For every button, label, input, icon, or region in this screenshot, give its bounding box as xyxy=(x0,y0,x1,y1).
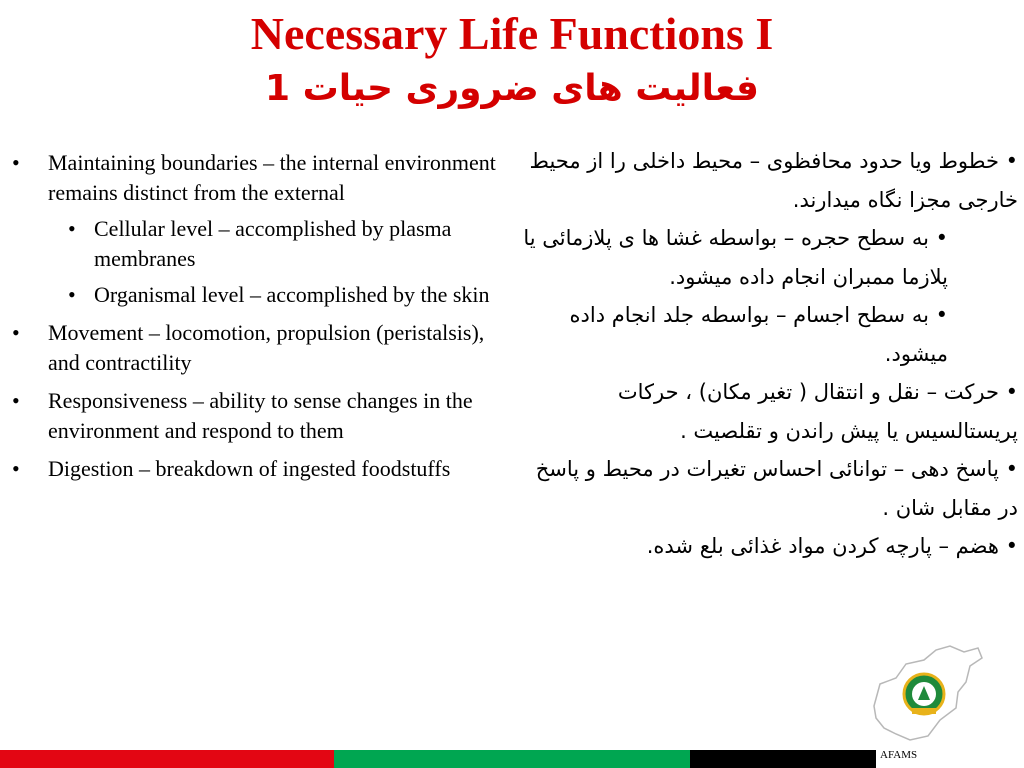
english-bullet-list xyxy=(10,148,496,492)
footer-stripe-red xyxy=(0,750,334,768)
sub-list-item xyxy=(48,280,496,310)
persian-list-item: • هضم – پارچه کردن مواد غذائی بلع شده. xyxy=(646,534,1018,558)
bullet-icon: • xyxy=(68,282,76,307)
bullet-icon: • xyxy=(12,456,20,481)
org-label: AFAMS xyxy=(880,749,918,761)
emblem-icon xyxy=(904,674,944,714)
persian-list-item: • حرکت – نقل و انتقال ( تغیر مکان) ، حرکات پریستالسیس یا پیش راندن و تقلصیت . xyxy=(617,380,1018,443)
footer-stripe-green xyxy=(334,750,690,768)
persian-sub-item: • به سطح حجره – بواسطه غشا ها ی پلازمائی یا پلازما ممبران انجام داده میشود. xyxy=(523,226,948,289)
bullet-text: Organismal level – accomplished by the skin xyxy=(94,282,490,307)
bullet-icon: • xyxy=(12,320,20,345)
persian-list-item: • خطوط ویا حدود محافظوی – محیط داخلی را از محیط خارجی مجزا نگاه میدارند. xyxy=(529,149,1018,212)
bullet-icon: • xyxy=(68,216,76,241)
sub-list-item xyxy=(48,214,496,274)
bullet-icon: • xyxy=(12,150,20,175)
bullet-text: Maintaining boundaries – the internal environment remains distinct from the external xyxy=(48,150,496,205)
footer-stripe-black xyxy=(690,750,876,768)
persian-list-item: • پاسخ دهی – توانائی احساس تغیرات در محیط و پاسخ در مقابل شان . xyxy=(535,457,1018,520)
bullet-text: Movement – locomotion, propulsion (peristalsis), and contractility xyxy=(48,320,485,375)
bullet-icon: • xyxy=(12,388,20,413)
slide-title-persian: فعالیت های ضروری حیات 1 xyxy=(264,68,759,109)
list-item xyxy=(10,318,496,378)
list-item xyxy=(10,454,496,484)
bullet-text: Digestion – breakdown of ingested foodstuffs xyxy=(48,456,451,481)
slide-title: Necessary Life Functions I xyxy=(250,8,774,59)
persian-bullet-list xyxy=(520,142,1018,566)
list-item xyxy=(10,148,496,310)
persian-sub-item: • به سطح اجسام – بواسطه جلد انجام داده میشود. xyxy=(569,303,948,366)
afghanistan-map-logo xyxy=(866,636,986,746)
bullet-text: Responsiveness – ability to sense changes in the environment and respond to them xyxy=(48,388,473,443)
list-item xyxy=(10,386,496,446)
bullet-text: Cellular level – accomplished by plasma membranes xyxy=(94,216,452,271)
